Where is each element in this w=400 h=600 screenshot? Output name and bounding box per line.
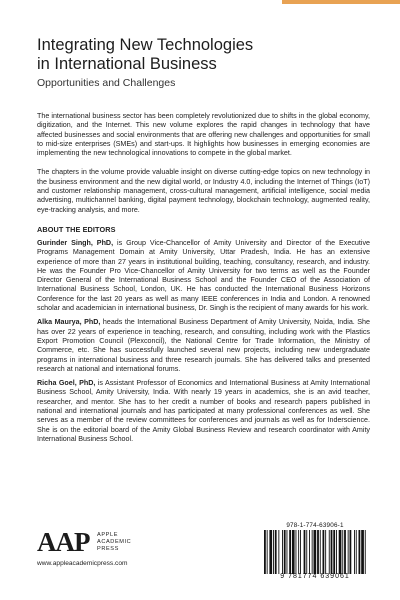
- barcode-bar: [350, 530, 352, 574]
- publisher-name-line-2: ACADEMIC: [97, 539, 132, 545]
- publisher-url: www.appleacademicpress.com: [37, 560, 128, 567]
- description-paragraph-2: The chapters in the volume provide valuable insight on diverse cutting-edge topics on new technology in the business environment and the new digital world, or Industry 4.0, including the Internet of Things (IoT) and customer relationship management, cross-cultural management, artificial intelligence, social media advertising, multichannel banking, digital payment technology, blockchain technology, augmented reality, eye-tracking analysis, and more.: [37, 168, 370, 214]
- barcode-bar: [306, 530, 307, 574]
- description-paragraph-1: The international business sector has been completely revolutionized due to shifts in the global economy, digitization, and the Internet. This new volume explores the rapid changes in technology that have affected businesses and social environments that are offering new challenges and opportunities for small to mid-size enterprises (SMEs) and start-ups. It highlights how businesses in emerging economies are implementing the new technological innovations to compete in the global market.: [37, 112, 370, 158]
- barcode-bar: [264, 530, 266, 574]
- barcode-bar: [275, 530, 277, 574]
- barcode-bar: [339, 530, 342, 574]
- publisher-name: [97, 532, 157, 553]
- book-subtitle: Opportunities and Challenges: [37, 77, 176, 89]
- barcode-bar: [354, 530, 355, 574]
- title-line-2: in International Business: [37, 55, 217, 73]
- barcode-bar: [314, 530, 317, 574]
- editor-bio-2: [37, 318, 370, 374]
- title-line-1: Integrating New Technologies: [37, 36, 254, 54]
- editors-heading: ABOUT THE EDITORS: [37, 224, 116, 234]
- barcode-bar: [329, 530, 330, 574]
- barcode-bar: [359, 530, 361, 574]
- barcode-bar: [296, 530, 297, 574]
- editor-name-1: Gurinder Singh, PhD,: [37, 238, 114, 247]
- barcode-bar: [356, 530, 357, 574]
- barcode-bar: [361, 530, 364, 574]
- barcode-bar: [309, 530, 310, 574]
- barcode-bars: [260, 530, 370, 574]
- editor-bio-3: [37, 379, 370, 444]
- barcode-bar: [320, 530, 321, 574]
- barcode-bar: [289, 530, 291, 574]
- main-content: [37, 36, 370, 444]
- isbn-bottom-text: 9 781774 639061: [280, 573, 350, 580]
- publisher-logo: [37, 527, 132, 557]
- barcode-bar: [278, 530, 279, 574]
- barcode-bar: [344, 530, 346, 574]
- barcode-bar: [323, 530, 325, 574]
- barcode-bar: [273, 530, 274, 574]
- editor-text-1: is Group Vice-Chancellor of Amity University and Director of the Executive Programs Management Domain at Amity University, Uttar Pradesh, India. He has an extensive experience of more than 27 years in institutional building, teaching, consultancy, research, and industry. He was the Founder Pro Vice-Chancellor of Amity University for two terms as well as the Founder Director General of the International Business School and the Founder CEO of the Association of International Business School, London, UK. He has conducted the International Business Horizons Conference for the last 20 years as well as many IEEE conferences in India and London. A renowned scholar and academician in international business, Dr. Singh is the recipient of many awards for his work.: [37, 238, 370, 313]
- editor-bio-1: [37, 239, 370, 313]
- isbn-top-text: 978-1-774-63906-1: [286, 522, 344, 529]
- barcode-bar: [325, 530, 326, 574]
- barcode-bar: [336, 530, 337, 574]
- editor-text-3: is Assistant Professor of Economics and International Business at Amity International Business School, Amity University, India. With nearly 19 years in academics, she is an avid teacher, researcher, and mentor. She has to her credit a number of books and research papers published in national and international journals and has participated at many professional conferences as well. She serves as a member of the review committees for conferences and journals as well as for Inderscience. She is on the editorial board of the Amity Global Business Review and research coordinator with Amity International Business School.: [37, 379, 370, 443]
- footer: [37, 514, 370, 584]
- barcode-bar: [267, 530, 268, 574]
- editor-name-3: Richa Goel, PhD,: [37, 379, 96, 388]
- barcode-bar: [348, 530, 349, 574]
- barcode-bar: [300, 530, 301, 574]
- book-title: [37, 36, 370, 74]
- barcode-bar: [342, 530, 343, 574]
- barcode-bar: [298, 530, 299, 574]
- barcode-bar: [304, 530, 306, 574]
- barcode-bar: [365, 530, 366, 574]
- barcode-bar: [282, 530, 283, 574]
- publisher-name-line-3: PRESS: [97, 546, 119, 552]
- publisher-logo-mark: AAP: [37, 527, 90, 557]
- barcode-bar: [287, 530, 288, 574]
- accent-strip: [282, 0, 400, 4]
- barcode-bar: [331, 530, 333, 574]
- barcode-bar: [292, 530, 295, 574]
- barcode-bar: [312, 530, 313, 574]
- barcode-bar: [317, 530, 319, 574]
- barcode-bar: [333, 530, 335, 574]
- barcode-bar: [284, 530, 286, 574]
- publisher-name-line-1: APPLE: [97, 532, 119, 538]
- editor-name-2: Alka Maurya, PhD,: [37, 318, 101, 327]
- barcode-bar: [269, 530, 272, 574]
- editor-text-2: heads the International Business Department of Amity University, Noida, India. She has over 22 years of experience in teaching, research, and consulting, including work with the Plastics Export Promotion Council (Plexconcil), the National Centre for Trade Information, the Ministry of Commerce, etc. She has successfully launched several new projects, including new undergraduate programs in international business and three research journals. She has delivered talks and presented research at national and international forums.: [37, 318, 371, 373]
- isbn-barcode: [260, 522, 370, 584]
